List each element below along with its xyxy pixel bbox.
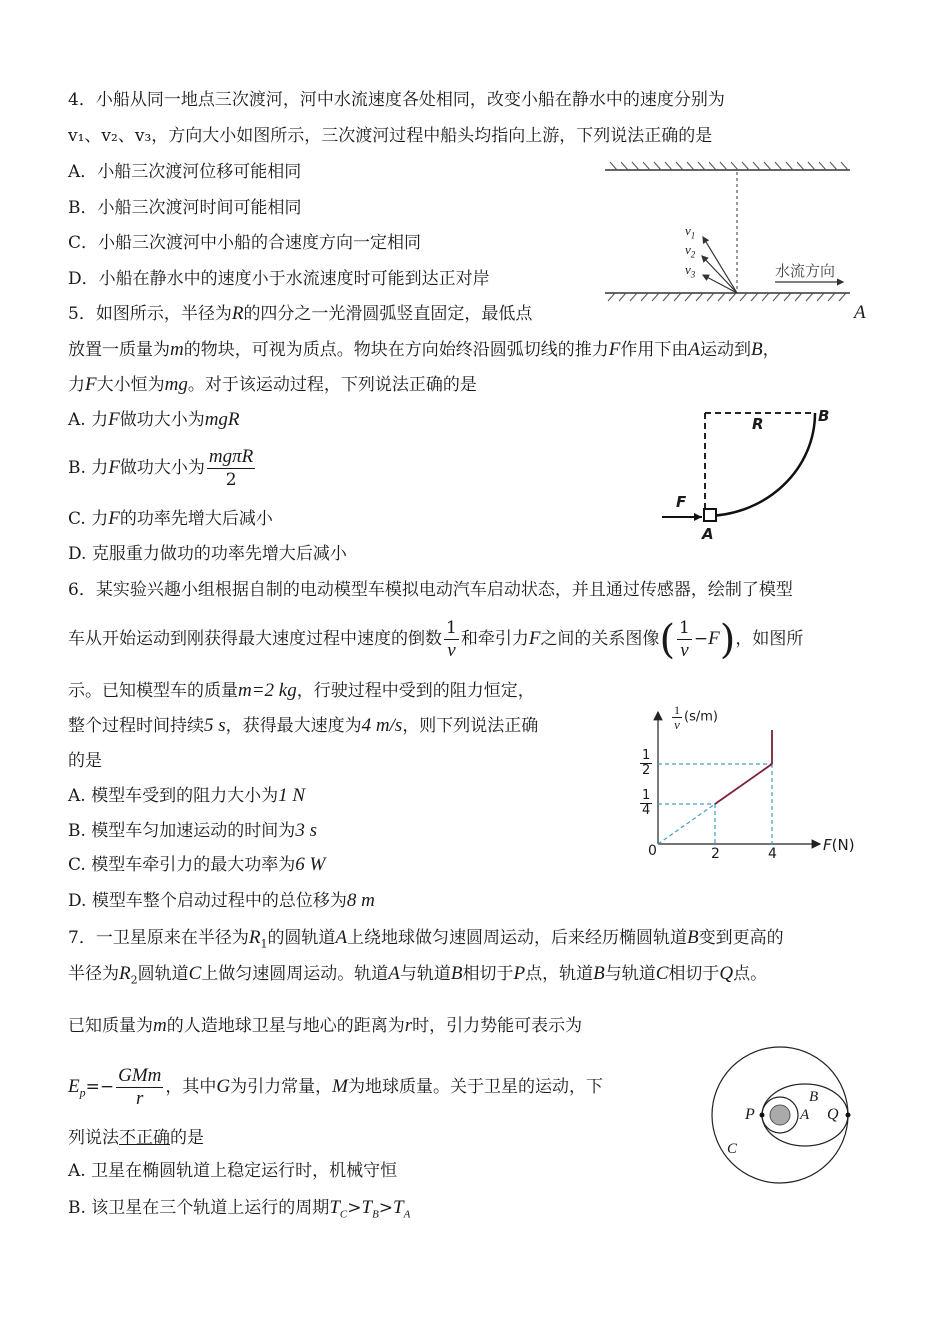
q6-graph [630,700,870,875]
q6-option-c: C. 模型车牵引力的最大功率为6 W [68,854,326,875]
q4-line1 [68,88,725,112]
q5-option-c: C. 力F的功率先增大后减小 [68,508,273,529]
v2-label: $v_2$ [685,242,696,260]
q7-line1: 7．一卫星原来在半径为$R_1$的圆轨道A上绕地球做匀速圆周运动，后来经历椭圆轨道B变到更高的 [68,927,784,951]
orbit-b-label: B [809,1089,819,1105]
q4-option-d: D．小船在静水中的速度小于水流速度时可能到达正对岸 [68,269,490,289]
orbit-diagram [705,1045,865,1190]
orbit-p-label: P [745,1106,755,1123]
flow-direction-label: 水流方向 [775,262,836,280]
q6-line5: 的是 [68,751,102,771]
q7-line3: 已知质量为m的人造地球卫星与地心的距离为r时，引力势能可表示为 [68,1015,583,1036]
q4-option-a: A．小船三次渡河位移可能相同 [68,162,302,182]
q5-option-b: B. 力F做功大小为 mgπR 2 [68,446,254,490]
x-axis-label: F(N) [823,836,855,854]
q5-line1: 5．如图所示，半径为R的四分之一光滑圆弧竖直固定，最低点 [68,303,533,324]
q5-line3: 力F大小恒为mg。对于该运动过程，下列说法正确的是 [68,374,477,395]
q4-option-b: B．小船三次渡河时间可能相同 [68,198,302,218]
arc-diagram [660,405,840,545]
q7-orbit-figure [705,1045,865,1190]
q6-line1: 6．某实验兴趣小组根据自制的电动模型车模拟电动汽车启动状态，并且通过传感器，绘制了模型 [68,580,793,600]
orbit-q-label: Q [827,1106,839,1123]
arc-r-label: R [752,415,764,433]
y-tick-quarter: $\frac{1}{4}$ [642,788,651,818]
orbit-a-label: A [800,1107,810,1123]
q5-option-a: A. 力F做功大小为mgR [68,409,240,430]
q6-line3: 示。已知模型车的质量m=2 kg，行驶过程中受到的阻力恒定， [68,680,535,701]
arc-a-label: A [702,525,714,543]
q7-option-b: B. 该卫星在三个轨道上运行的周期$T_C>T_B>T_A$ [68,1197,411,1221]
q5-line2: 放置一质量为m的物块，可视为质点。物块在方向始终沿圆弧切线的推力F作用下由A运动到B， [68,339,780,360]
arc-f-label: F [676,493,687,511]
q4-river-figure [605,160,855,310]
q6-line4: 整个过程时间持续5 s，获得最大速度为4 m/s，则下列说法正确 [68,715,539,736]
q6-line2: 车从开始运动到刚获得最大速度过程中速度的倒数 $\frac{1}{v}$ 和牵引力F之间的关系图像( $\frac{1}{v}$ −F)，如图所 [68,616,804,663]
y-tick-half: $\frac{1}{2}$ [642,748,651,778]
x-tick-2: 2 [711,846,720,862]
v3-label: $v_3$ [685,262,696,280]
q6-option-a: A. 模型车受到的阻力大小为1 N [68,785,306,806]
q7-option-a: A. 卫星在椭圆轨道上稳定运行时，机械守恒 [68,1161,398,1181]
earth [770,1105,790,1125]
y-axis-label: $\frac{1}{v}$ (s/m) [674,703,718,732]
river-diagram [605,160,855,310]
origin-label: 0 [648,843,657,859]
q4-line2 [68,124,712,148]
q7-line4: $E_p=-$ GMm r ，其中G为引力常量，M为地球质量。关于卫星的运动，下 [68,1065,603,1109]
q4-option-c: C．小船三次渡河中小船的合速度方向一定相同 [68,233,422,253]
x-tick-4: 4 [768,846,777,862]
q6-option-b: B. 模型车匀加速运动的时间为3 s [68,820,317,841]
q7-line5: 列说法不正确的是 [68,1128,204,1148]
q6-option-d: D. 模型车整个启动过程中的总位移为8 m [68,890,375,911]
dashed-extension [658,804,715,844]
q7-line2: 半径为$R_2$圆轨道C上做匀速圆周运动。轨道A与轨道B相切于P点，轨道B与轨道C相切于Q点。 [68,963,768,987]
q5-option-d: D. 克服重力做功的功率先增大后减小 [68,544,347,564]
orbit-c-label: C [727,1141,738,1157]
q4-text-1: 4．小船从同一地点三次渡河，河中水流速度各处相同，改变小船在静水中的速度分别为 [68,90,725,110]
q5-point-a-end: A [854,302,866,323]
q4-text-2: v₁、v₂、v₃，方向大小如图所示，三次渡河过程中船头均指向上游，下列说法正确的是 [68,126,713,146]
v1-label: $v_1$ [685,223,696,241]
q5-arc-figure [660,405,840,545]
arc-b-label: B [818,407,830,425]
line-segment [715,764,772,804]
